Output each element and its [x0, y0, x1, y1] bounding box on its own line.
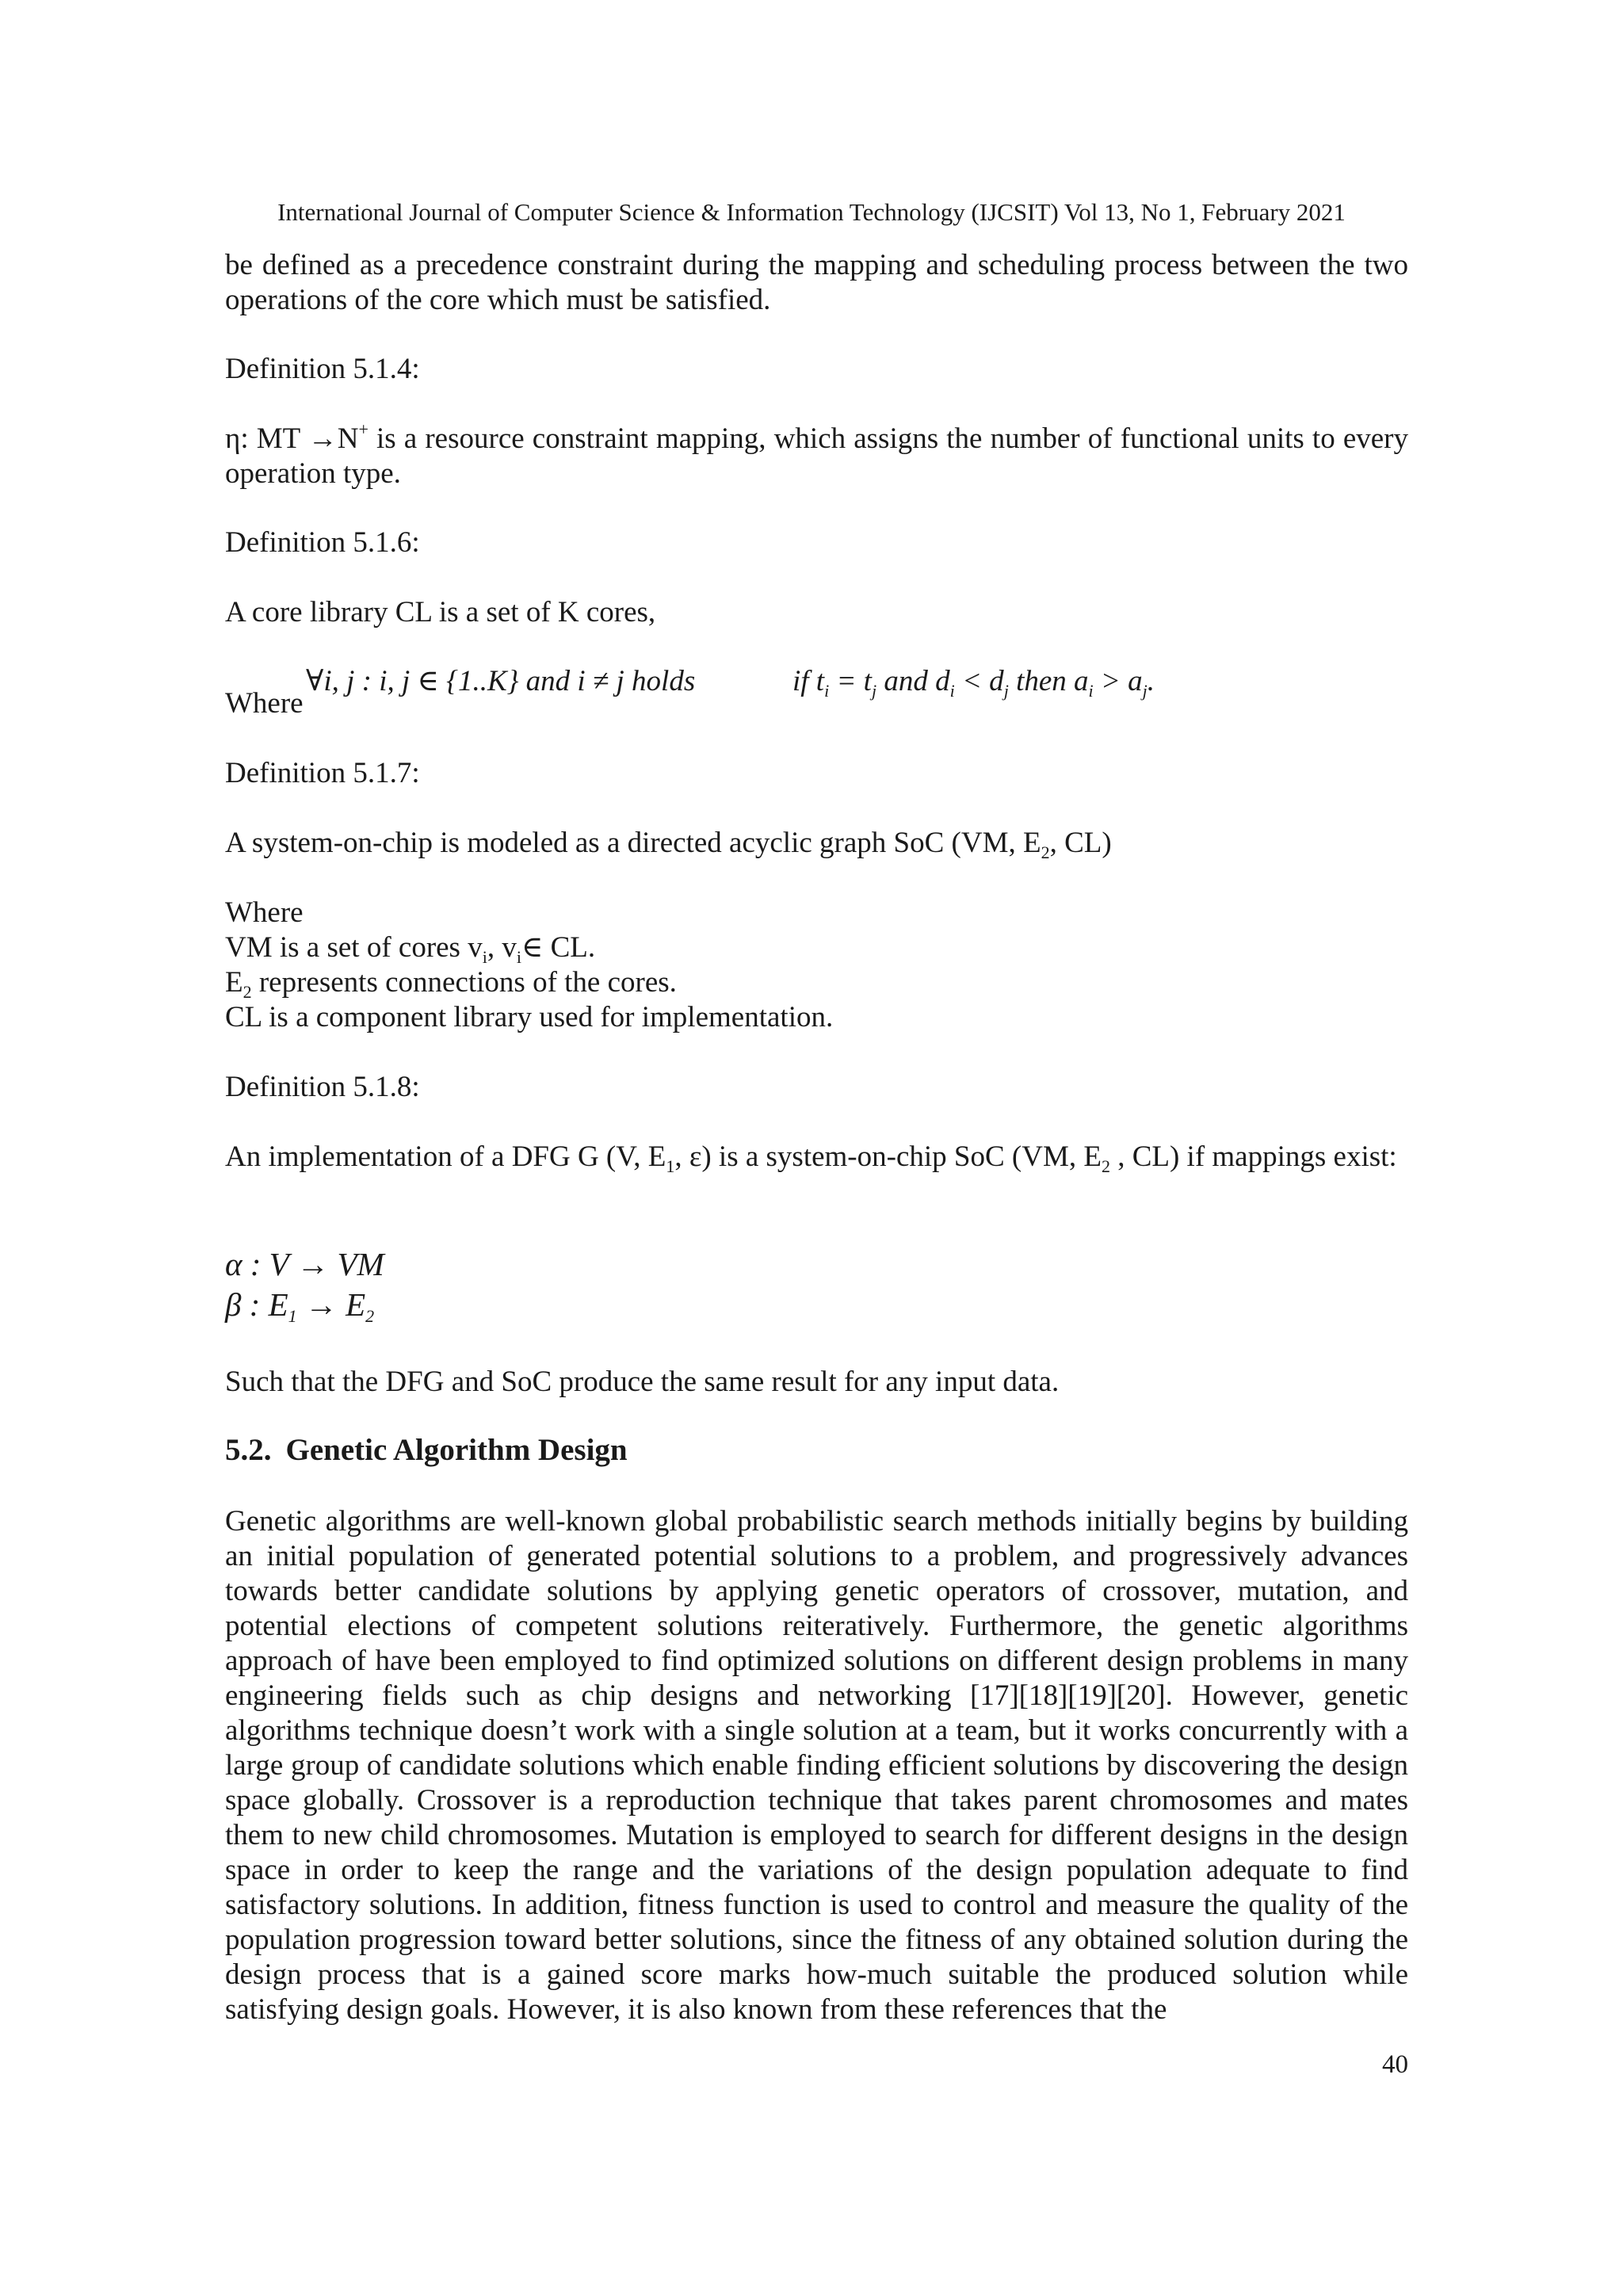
definition-5-1-7-vm-line: VM is a set of cores $v_i$, $v_i\in$ CL. — [225, 931, 596, 967]
where-label: Where — [225, 687, 304, 720]
definition-5-1-7-e2-line: $E_2$ represents connections of the cores. — [225, 966, 677, 1002]
definition-5-1-6-heading: Definition 5.1.6: — [225, 526, 420, 559]
page-number: 40 — [1382, 2050, 1408, 2079]
section-5-2-heading: 5.2. Genetic Algorithm Design — [225, 1433, 628, 1467]
running-header: International Journal of Computer Science & Information Technology (IJCSIT) Vol 13, No 1, February 2021 — [277, 198, 1346, 226]
section-5-2-paragraph: Genetic algorithms are well-known global probabilistic search methods initially begins by building an initial population of generated potential solutions to a problem, and progressively advances towards better candidate solutions by applying genetic operators of crossover, mutation, and potential elections of competent solutions reiteratively. Furthermore, the genetic algorithms approach of have been employed to find optimized solutions on different design problems in many engineering fields such as chip designs and networking [17][18][19][20]. However, genetic algorithms technique doesn’t work with a single solution at a team, but it works concurrently with a large group of candidate solutions which enable finding efficient solutions by discovering the design space globally. Crossover is a reproduction technique that takes parent chromosomes and mates them to new child chromosomes. Mutation is employed to search for different designs in the design space in order to keep the range and the variations of the design population adequate to find satisfactory solutions. In addition, fitness function is used to control and measure the quality of the population progression toward better solutions, since the fitness of any obtained solution during the design process that is a gained score marks how-much suitable the produced solution while satisfying design goals. However, it is also known from these references that the — [225, 1505, 1408, 2026]
definition-5-1-8-conclusion: Such that the DFG and SoC produce the same result for any input data. — [225, 1366, 1060, 1398]
uniqueness-formula-quantifier: ∀i, j : i, j ∈ {1..K} and i ≠ j holds — [306, 665, 696, 697]
definition-5-1-8-text: An implementation of a DFG G (V, $E_1$, ε) is a system-on-chip SoC (VM, $E_2$ , CL) if mappings exist: — [225, 1140, 1397, 1176]
definition-5-1-7-heading: Definition 5.1.7: — [225, 757, 420, 789]
definition-5-1-4-text: η: MT →N+ is a resource constraint mapping, which assigns the number of functional units to every operation type. — [225, 419, 1408, 490]
definition-5-1-6-text: A core library CL is a set of K cores, — [225, 596, 656, 628]
definition-5-1-8-heading: Definition 5.1.8: — [225, 1071, 420, 1103]
definition-5-1-4-heading: Definition 5.1.4: — [225, 353, 420, 385]
definition-5-1-7-where: Where — [225, 896, 304, 929]
intro-paragraph: be defined as a precedence constraint during the mapping and scheduling process between the two operations of the core which must be satisfied. — [225, 249, 1408, 316]
definition-5-1-7-cl-line: CL is a component library used for implementation. — [225, 1001, 834, 1033]
uniqueness-formula-condition: if $t_i = t_j$ and $d_i < d_j$ then $a_i > a_j$. — [792, 665, 1155, 701]
definition-5-1-7-text: A system-on-chip is modeled as a directed acyclic graph SoC (VM, $E_2$, CL) — [225, 827, 1112, 862]
alpha-mapping-formula: α : V → VM — [225, 1246, 384, 1282]
beta-mapping-formula: β : $E_1 \to E_2$ — [225, 1286, 375, 1326]
